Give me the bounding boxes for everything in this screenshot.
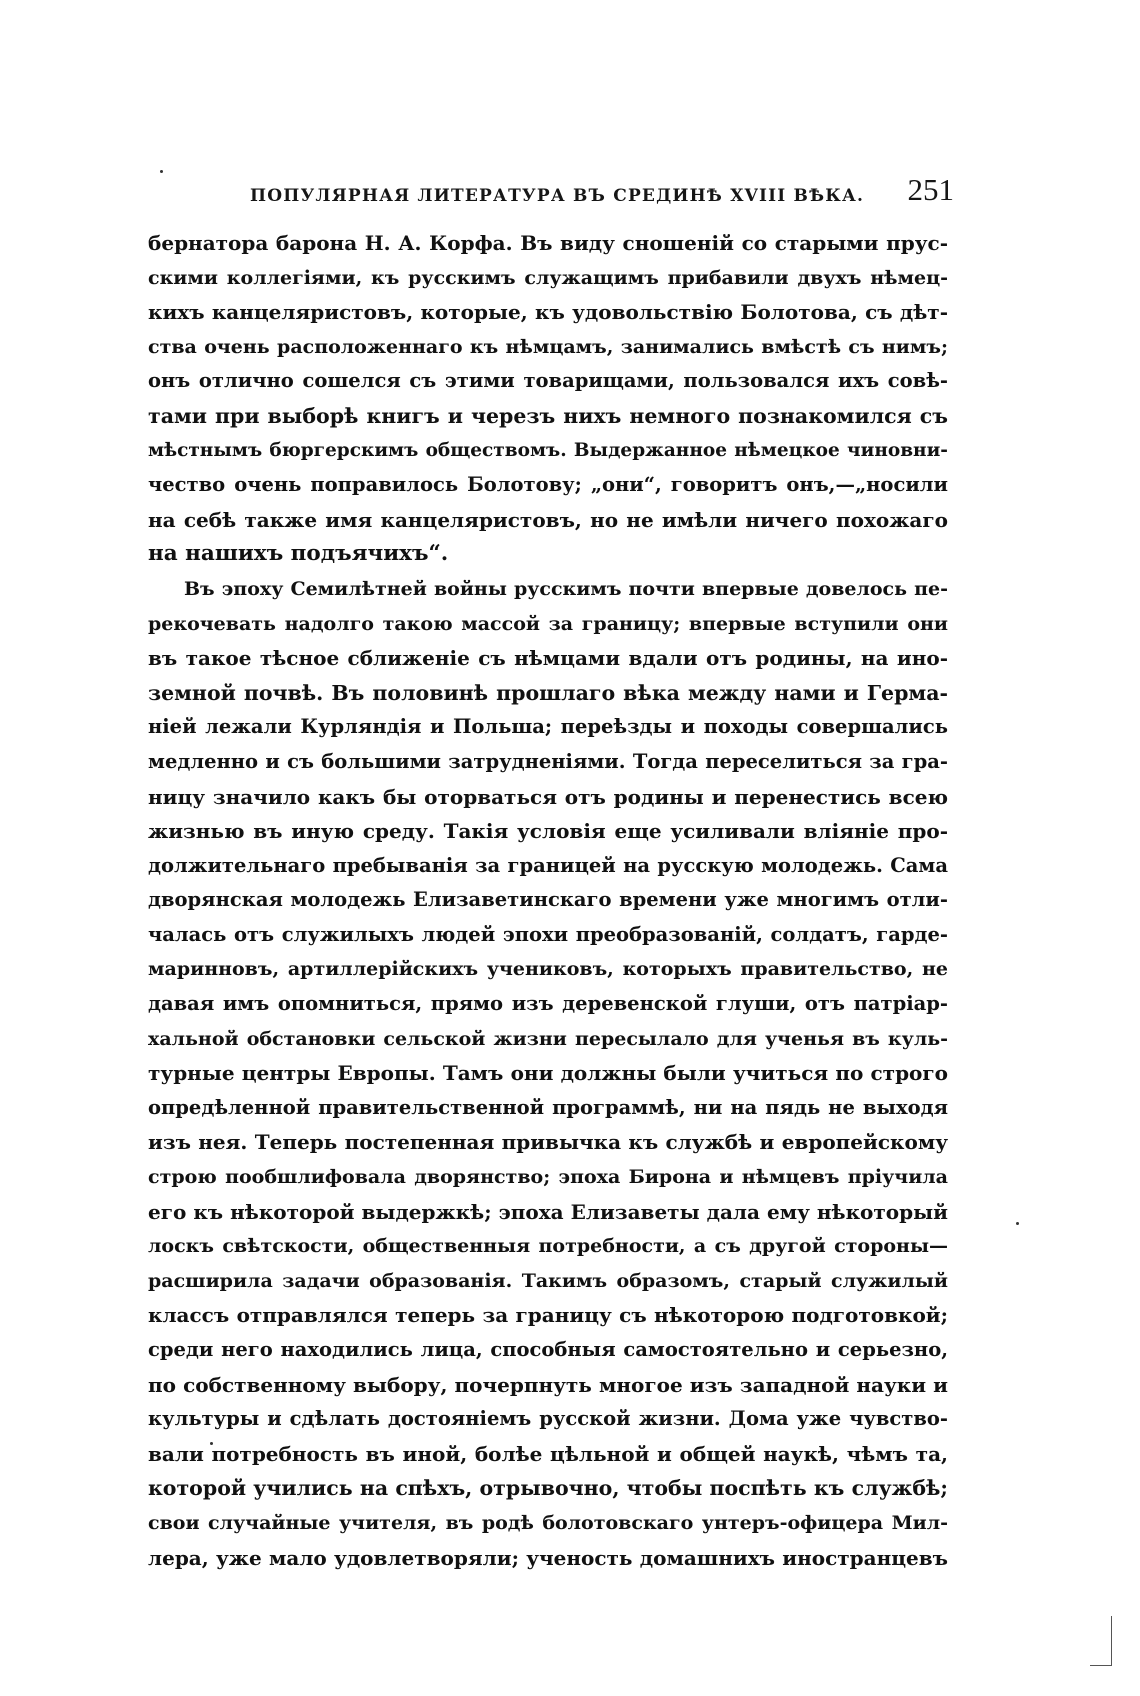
text-line: земной почвѣ. Въ половинѣ прошлаго вѣка между нами и Герма- xyxy=(148,680,948,705)
text-line: давая имъ опомниться, прямо изъ деревенской глуши, отъ патріар- xyxy=(148,992,948,1016)
text-line: маринновъ, артиллерійскихъ учениковъ, которыхъ правительство, не xyxy=(148,958,948,981)
text-line: которой учились на спѣхъ, отрывочно, чтобы поспѣть къ службѣ; xyxy=(148,1476,948,1501)
text-line: дворянская молодежь Елизаветинскаго времени уже многимъ отли- xyxy=(148,888,948,912)
text-line: культуры и сдѣлать достояніемъ русской жизни. Дома уже чувство- xyxy=(148,1407,948,1431)
text-line: лоскъ свѣтскости, общественныя потребности, а съ другой стороны— xyxy=(148,1235,948,1258)
text-line: скими коллегіями, къ русскимъ служащимъ прибавили двухъ нѣмец- xyxy=(148,266,948,289)
text-line: расширила задачи образованія. Такимъ образомъ, старый служилый xyxy=(148,1269,948,1292)
text-line: классъ отправлялся теперь за границу съ нѣкоторою подготовкой; xyxy=(148,1303,948,1328)
text-line: вали потребность въ иной, болѣе цѣльной и общей наукѣ, чѣмъ та, xyxy=(148,1441,948,1466)
scan-corner-mark xyxy=(1090,1616,1114,1666)
scan-dot-top xyxy=(160,170,163,173)
text-line: Въ эпоху Семилѣтней войны русскимъ почти впервые довелось пе- xyxy=(184,577,948,600)
text-line: жизнью въ иную среду. Такія условія еще усиливали вліяніе про- xyxy=(148,819,948,844)
text-line: изъ нея. Теперь постепенная привычка къ службѣ и европейскому xyxy=(148,1130,948,1155)
paragraph-2 xyxy=(148,572,948,1575)
text-line: чество очень поправилось Болотову; „они“, говоритъ онъ,—„носили xyxy=(148,473,948,497)
text-line: должительнаго пребыванія за границей на русскую молодежь. Сама xyxy=(148,853,948,877)
page-header xyxy=(230,172,954,212)
text-line: на нашихъ подъячихъ“. xyxy=(148,541,449,567)
page-number: 251 xyxy=(907,172,954,207)
text-line: строю пообшлифовала дворянство; эпоха Бирона и нѣмцевъ пріучила xyxy=(148,1166,948,1189)
text-line: кихъ канцеляристовъ, которые, къ удовольствію Болотова, съ дѣт- xyxy=(148,300,948,325)
text-line: турные центры Европы. Тамъ они должны были учиться по строго xyxy=(148,1061,948,1086)
paragraph-1 xyxy=(148,226,948,572)
corner-mark-vertical xyxy=(1111,1616,1112,1666)
text-line: онъ отлично сошелся съ этими товарищами, пользовался ихъ совѣ- xyxy=(148,369,948,393)
text-line: среди него находились лица, способныя самостоятельно и серьезно, xyxy=(148,1338,948,1361)
text-line: лера, уже мало удовлетворяли; ученость домашнихъ иностранцевъ xyxy=(148,1545,948,1570)
text-line: на себѣ также имя канцеляристовъ, но не имѣли ничего похожаго xyxy=(148,507,948,532)
text-line: по собственному выбору, почерпнуть многое изъ западной науки и xyxy=(148,1372,948,1397)
corner-mark-horizontal xyxy=(1090,1665,1112,1666)
text-line: мѣстнымъ бюргерскимъ обществомъ. Выдержанное нѣмецкое чиновни- xyxy=(148,439,948,461)
running-title: ПОПУЛЯРНАЯ ЛИТЕРАТУРА ВЪ СРЕДИНѢ XVIII ВѢКА. xyxy=(250,186,865,206)
body-text xyxy=(148,226,948,1575)
text-line: опредѣленной правительственной программѣ, ни на пядь не выходя xyxy=(148,1095,948,1119)
text-line: тами при выборѣ книгъ и черезъ нихъ немного познакомился съ xyxy=(148,403,948,428)
text-line: рекочевать надолго такою массой за границу; впервые вступили они xyxy=(148,612,948,635)
text-line: въ такое тѣсное сближеніе съ нѣмцами вдали отъ родины, на ино- xyxy=(148,646,948,671)
text-line: чалась отъ служилыхъ людей эпохи преобразованій, солдатъ, гарде- xyxy=(148,922,948,946)
text-line: свои случайные учителя, въ родѣ болотовскаго унтеръ-офицера Мил- xyxy=(148,1511,948,1534)
text-line: ства очень расположеннаго къ нѣмцамъ, занимались вмѣстѣ съ нимъ; xyxy=(148,335,948,358)
text-line: хальной обстановки сельской жизни пересылало для ученья въ куль- xyxy=(148,1027,948,1050)
text-line: медленно и съ большими затрудненіями. Тогда переселиться за гра- xyxy=(148,749,948,773)
text-line: ніей лежали Курляндія и Польша; переѣзды и походы совершались xyxy=(148,715,948,739)
scan-dot-right xyxy=(1016,1222,1019,1225)
text-line: бернатора барона Н. А. Корфа. Въ виду сношеній со старыми прус- xyxy=(148,231,948,255)
text-line: ницу значило какъ бы оторваться отъ родины и перенестись всею xyxy=(148,784,948,809)
text-line: его къ нѣкоторой выдержкѣ; эпоха Елизаветы дала ему нѣкоторый xyxy=(148,1199,948,1224)
